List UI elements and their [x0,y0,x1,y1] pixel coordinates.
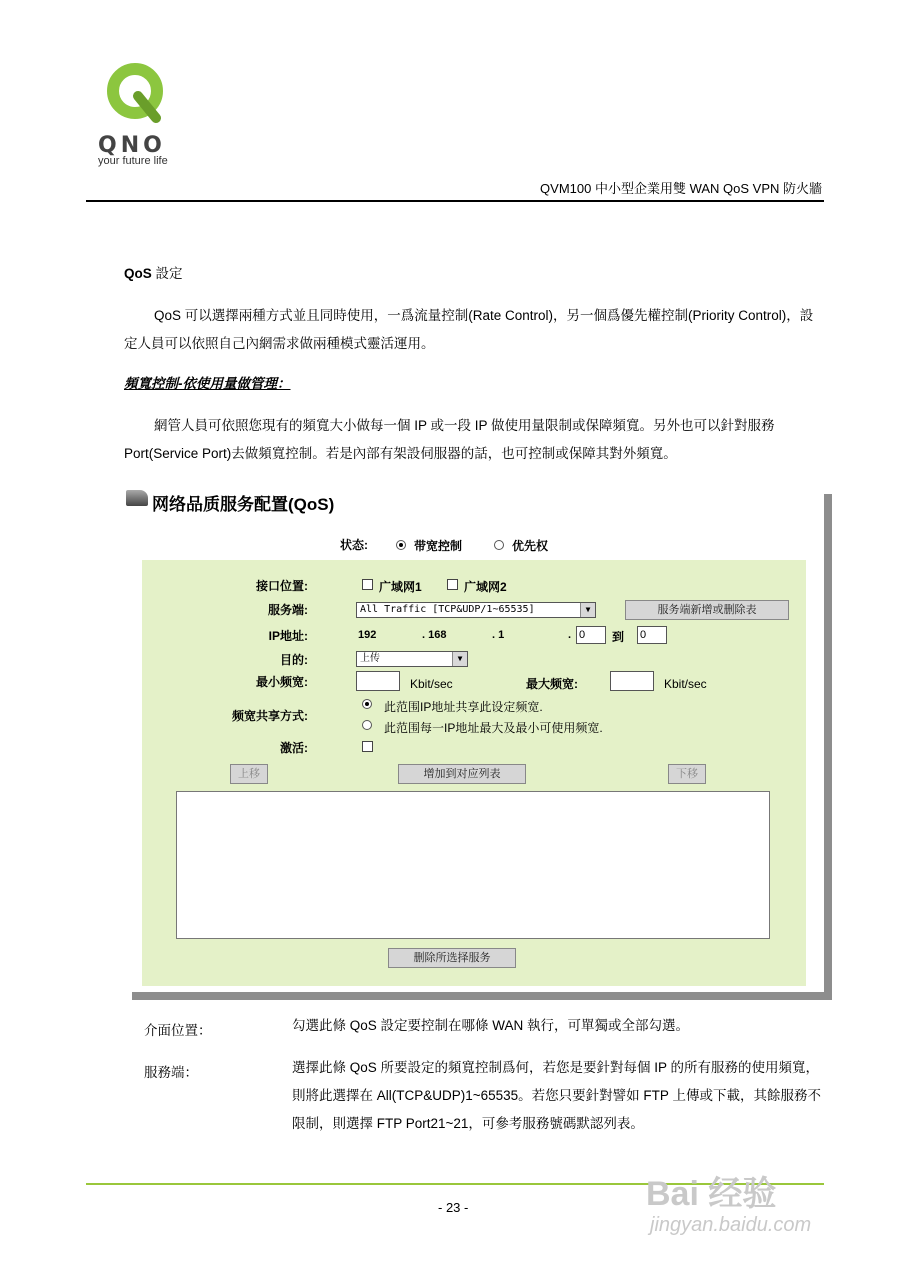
status-option-bandwidth: 带宽控制 [414,539,463,553]
ip-octet-1: 192 [358,629,377,641]
max-bandwidth-input[interactable] [610,671,654,691]
wan1-label: 广域网1 [379,580,422,594]
delete-selected-button[interactable]: 删除所选择服务 [388,948,516,968]
rules-listbox[interactable] [176,791,770,939]
ip-label: IP地址: [268,629,308,643]
page-number: - 23 - [438,1200,469,1215]
activate-label: 激活: [280,741,308,755]
header-rule [86,200,824,202]
brand-tagline: your future life [98,155,168,167]
move-up-button[interactable]: 上移 [230,764,268,784]
subsection-heading: 頻寬控制-依使用量做管理： [124,376,291,391]
definition-term-interface: 介面位置： [144,1023,212,1038]
interface-label: 接口位置: [256,579,308,593]
ip-to-label: 到 [612,630,625,644]
share-mode-label: 频宽共享方式: [232,709,308,723]
watermark-logo: Bai 经验 [646,1175,777,1213]
brand-name: QNO [98,133,166,158]
service-select-value: All Traffic [TCP&UDP/1~65535] [360,604,535,615]
wan2-label: 广域网2 [464,580,507,594]
definition-desc-service: 選擇此條 QoS 所要設定的頻寬控制爲何，若您是要針對每個 IP 的所有服務的使用頻寬，則將此選擇在 All(TCP&UDP)1~65535。若您只要針對譬如 FTP 上傳或下載，其餘服務不限制，則選擇 FTP Port21~21，可參考服務號碼默認列表。 [292,1060,821,1131]
share-radio-shared[interactable] [362,699,372,709]
add-to-list-button[interactable]: 增加到对应列表 [398,764,526,784]
panel-title: 网络品质服务配置(QoS) [152,495,335,514]
share-option-per-ip: 此范围每一IP地址最大及最小可使用频宽. [384,721,603,735]
watermark-url: jingyan.baidu.com [650,1214,812,1236]
wan1-checkbox[interactable] [362,579,373,590]
ip-end-input[interactable]: 0 [637,626,667,644]
bandwidth-paragraph: 網管人員可依照您現有的頻寬大小做每一個 IP 或一段 IP 做使用量限制或保障頻寬。另外也可以針對服務 Port(Service Port)去做頻寬控制。若是內部有架設伺服器的話，也可控制或保障其對外頻寬。 [124,418,775,461]
share-option-shared: 此范围IP地址共享此设定频宽. [384,700,543,714]
wan2-checkbox[interactable] [447,579,458,590]
status-label: 状态: [340,538,368,552]
chevron-down-icon: ▼ [580,603,595,617]
panel-tab-icon [126,490,148,506]
max-unit: Kbit/sec [664,677,707,691]
min-bandwidth-label: 最小频宽: [256,675,308,689]
status-option-priority: 优先权 [512,539,549,553]
intro-paragraph: QoS 可以選擇兩種方式並且同時使用，一爲流量控制(Rate Control)，另一個爲優先權控制(Priority Control)，設定人員可以依照自己內網需求做兩種模式靈活運用。 [124,308,814,351]
direction-select-value: 上传 [360,653,380,664]
section-title: QoS 設定 [124,266,183,281]
service-label: 服务端: [268,603,308,617]
ip-start-input[interactable]: 0 [576,626,606,644]
share-radio-per-ip[interactable] [362,720,372,730]
definition-term-service: 服務端： [144,1065,198,1080]
activate-checkbox[interactable] [362,741,373,752]
ip-octet-2: . 168 [422,629,447,641]
direction-select[interactable] [356,651,468,667]
status-radio-bandwidth[interactable] [396,540,406,550]
document-title: QVM100 中小型企業用雙 WAN QoS VPN 防火牆 [540,181,822,196]
min-bandwidth-input[interactable] [356,671,400,691]
status-radio-priority[interactable] [494,540,504,550]
chevron-down-icon: ▼ [452,652,467,666]
definition-desc-interface: 勾選此條 QoS 設定要控制在哪條 WAN 執行，可單獨或全部勾選。 [292,1018,690,1033]
direction-label: 目的: [280,653,308,667]
service-select[interactable] [356,602,596,618]
min-unit: Kbit/sec [410,677,453,691]
ip-octet-3: . 1 [492,629,505,641]
qno-logo-icon [104,62,166,124]
move-down-button[interactable]: 下移 [668,764,706,784]
service-table-button[interactable]: 服务端新增或删除表 [625,600,789,620]
ip-dot: . [568,629,572,641]
max-bandwidth-label: 最大频宽: [526,677,578,691]
